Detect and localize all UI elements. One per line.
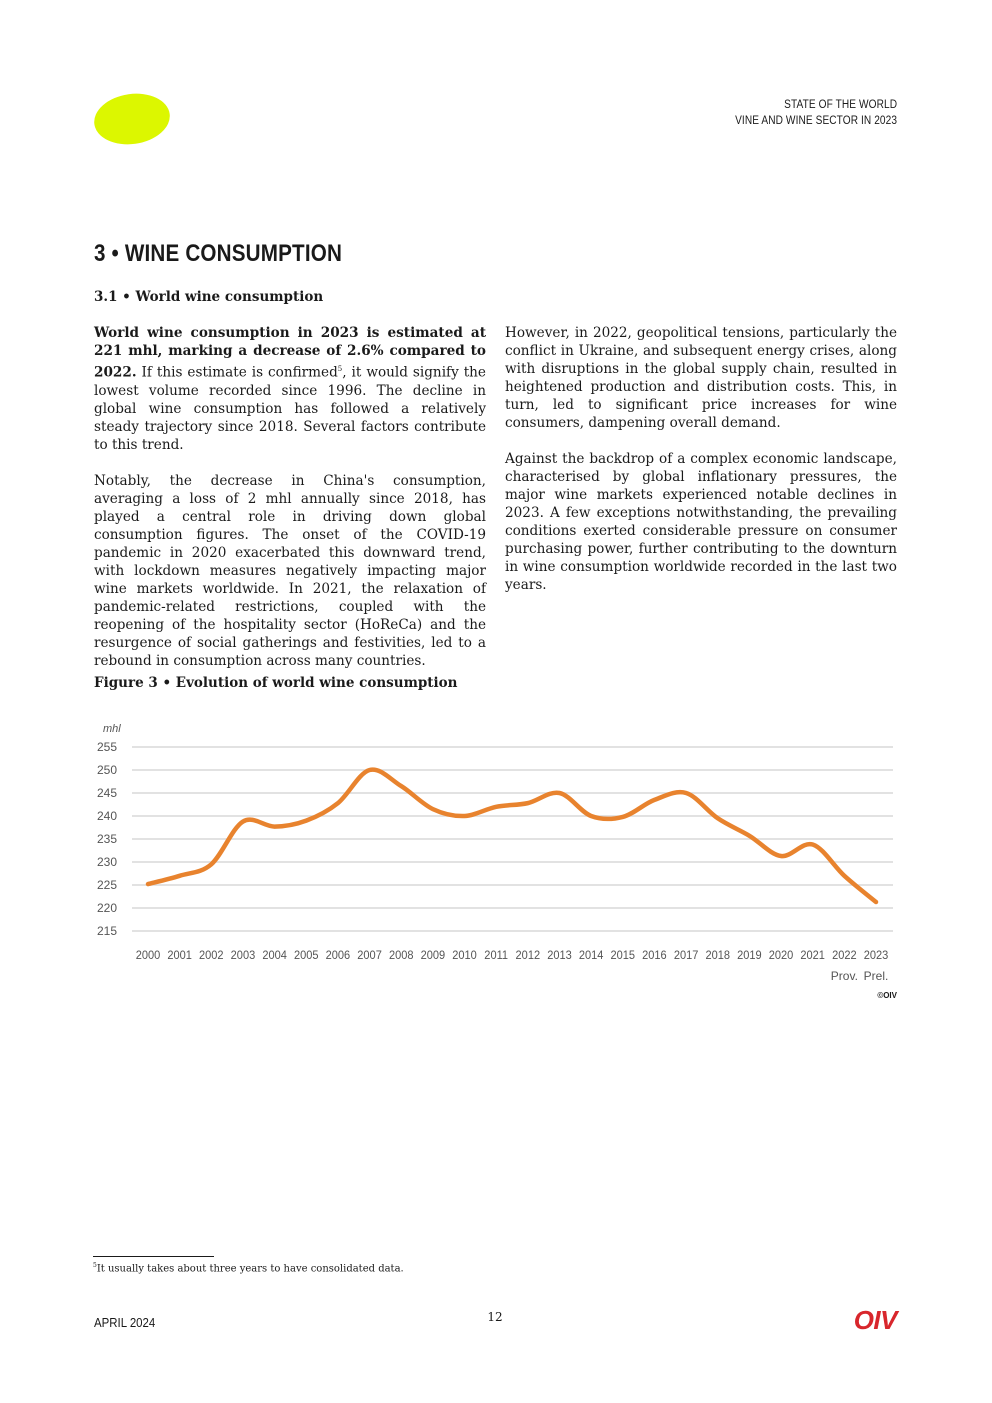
x-tick-label: 2017 <box>673 949 699 963</box>
left-column <box>94 324 486 688</box>
x-tick-label: 2006 <box>325 949 351 963</box>
lead-sentence: World wine consumption in 2023 is estimated at 221 mhl, marking a decrease of 2.6% compared to 2022. <box>94 325 486 381</box>
x-tick-label: 2018 <box>705 949 731 963</box>
consumption-line-chart <box>90 712 902 1002</box>
section-title: 3 • WINE CONSUMPTION <box>94 240 343 267</box>
right-paragraph-2: Against the backdrop of a complex economic landscape, characterised by global inflationary pressures, the major wine markets experienced notable declines in 2023. A few exceptions notwithstanding, the prevailing conditions exerted considerable pressure on consumer purchasing power, further contributing to the downturn in wine consumption worldwide recorded in the last two years. <box>505 451 897 593</box>
y-tick-label: 230 <box>96 855 117 869</box>
page-number: 12 <box>487 1310 503 1324</box>
x-tick-label: 2004 <box>262 949 287 963</box>
subsection-title: 3.1 • World wine consumption <box>94 289 324 305</box>
x-tick-label: 2020 <box>768 949 794 963</box>
y-tick-label: 255 <box>96 740 117 754</box>
left-paragraph-2: Notably, the decrease in China's consumption, averaging a loss of 2 mhl annually since 2018, has played a central role in driving down global consumption figures. The onset of the COVID-19 pandemic in 2020 exacerbated this downward trend, with lockdown measures negatively impacting major wine markets worldwide. In 2021, the relaxation of pandemic-related restrictions, coupled with the reopening of the hospitality sector (HoReCa) and the resurgence of social gatherings and festivities, led to a rebound in consumption across many countries. <box>94 472 486 669</box>
left-p1-pre: If this estimate is confirmed <box>141 364 338 381</box>
x-tick-label: 2023 <box>863 949 889 963</box>
x-tick-label: 2010 <box>452 949 477 963</box>
footnote-divider <box>93 1256 214 1257</box>
footnote-text: It usually takes about three years to have consolidated data. <box>96 1263 404 1275</box>
figure-title: Figure 3 • Evolution of world wine consumption <box>94 675 458 691</box>
x-tick-label: 2005 <box>293 949 319 963</box>
x-tick-label: 2002 <box>199 949 224 963</box>
right-column <box>505 324 897 612</box>
footnote <box>93 1262 404 1274</box>
x-tick-label: 2008 <box>388 949 414 963</box>
x-tick-label: 2015 <box>610 949 636 963</box>
footer-date: APRIL 2024 <box>94 1315 156 1330</box>
x-tick-label: 2000 <box>135 949 161 963</box>
series-line <box>148 770 876 902</box>
y-tick-label: 220 <box>96 901 117 915</box>
y-tick-label: 235 <box>96 832 117 846</box>
x-tick-label: 2011 <box>484 949 509 963</box>
x-tick-label: 2014 <box>578 949 604 963</box>
y-tick-label: 225 <box>96 878 117 892</box>
x-tick-label: 2016 <box>642 949 667 963</box>
x-tick-label: 2019 <box>737 949 762 963</box>
x-sub-label: Prov. <box>830 969 858 983</box>
x-tick-label: 2021 <box>800 949 825 963</box>
y-tick-label: 215 <box>96 924 117 938</box>
x-tick-label: 2003 <box>230 949 256 963</box>
x-tick-label: 2012 <box>515 949 541 963</box>
x-tick-label: 2013 <box>547 949 572 963</box>
y-tick-label: 250 <box>96 763 117 777</box>
x-tick-label: 2022 <box>832 949 857 963</box>
footnote-reference[interactable]: 5 <box>337 365 343 373</box>
decorative-blob <box>91 89 173 149</box>
left-paragraph-1 <box>94 324 486 454</box>
oiv-logo: OIV <box>853 1305 897 1335</box>
header-line-2: VINE AND WINE SECTOR IN 2023 <box>734 115 897 127</box>
x-sub-label: Prel. <box>863 969 889 983</box>
y-tick-label: 240 <box>96 809 117 823</box>
x-tick-label: 2001 <box>167 949 192 963</box>
header-line-1: STATE OF THE WORLD <box>784 99 897 111</box>
footnote-mark: 5 <box>93 1262 97 1269</box>
left-p1-post: , it would signify the lowest volume recorded since 1996. The decline in global wine consumption has followed a relatively steady trajectory since 2018. Several factors contribute to this trend. <box>94 364 486 453</box>
x-tick-label: 2009 <box>420 949 446 963</box>
chart-source: ©OIV <box>877 991 897 1000</box>
y-axis-unit-label: mhl <box>103 723 121 735</box>
x-tick-label: 2007 <box>357 949 382 963</box>
right-paragraph-1: However, in 2022, geopolitical tensions, particularly the conflict in Ukraine, and subsequent energy crises, along with disruptions in the global supply chain, resulted in heightened production and distribution costs. This, in turn, led to significant price increases for wine consumers, dampening overall demand. <box>505 325 897 431</box>
running-header <box>735 97 897 129</box>
y-tick-label: 245 <box>96 786 117 800</box>
